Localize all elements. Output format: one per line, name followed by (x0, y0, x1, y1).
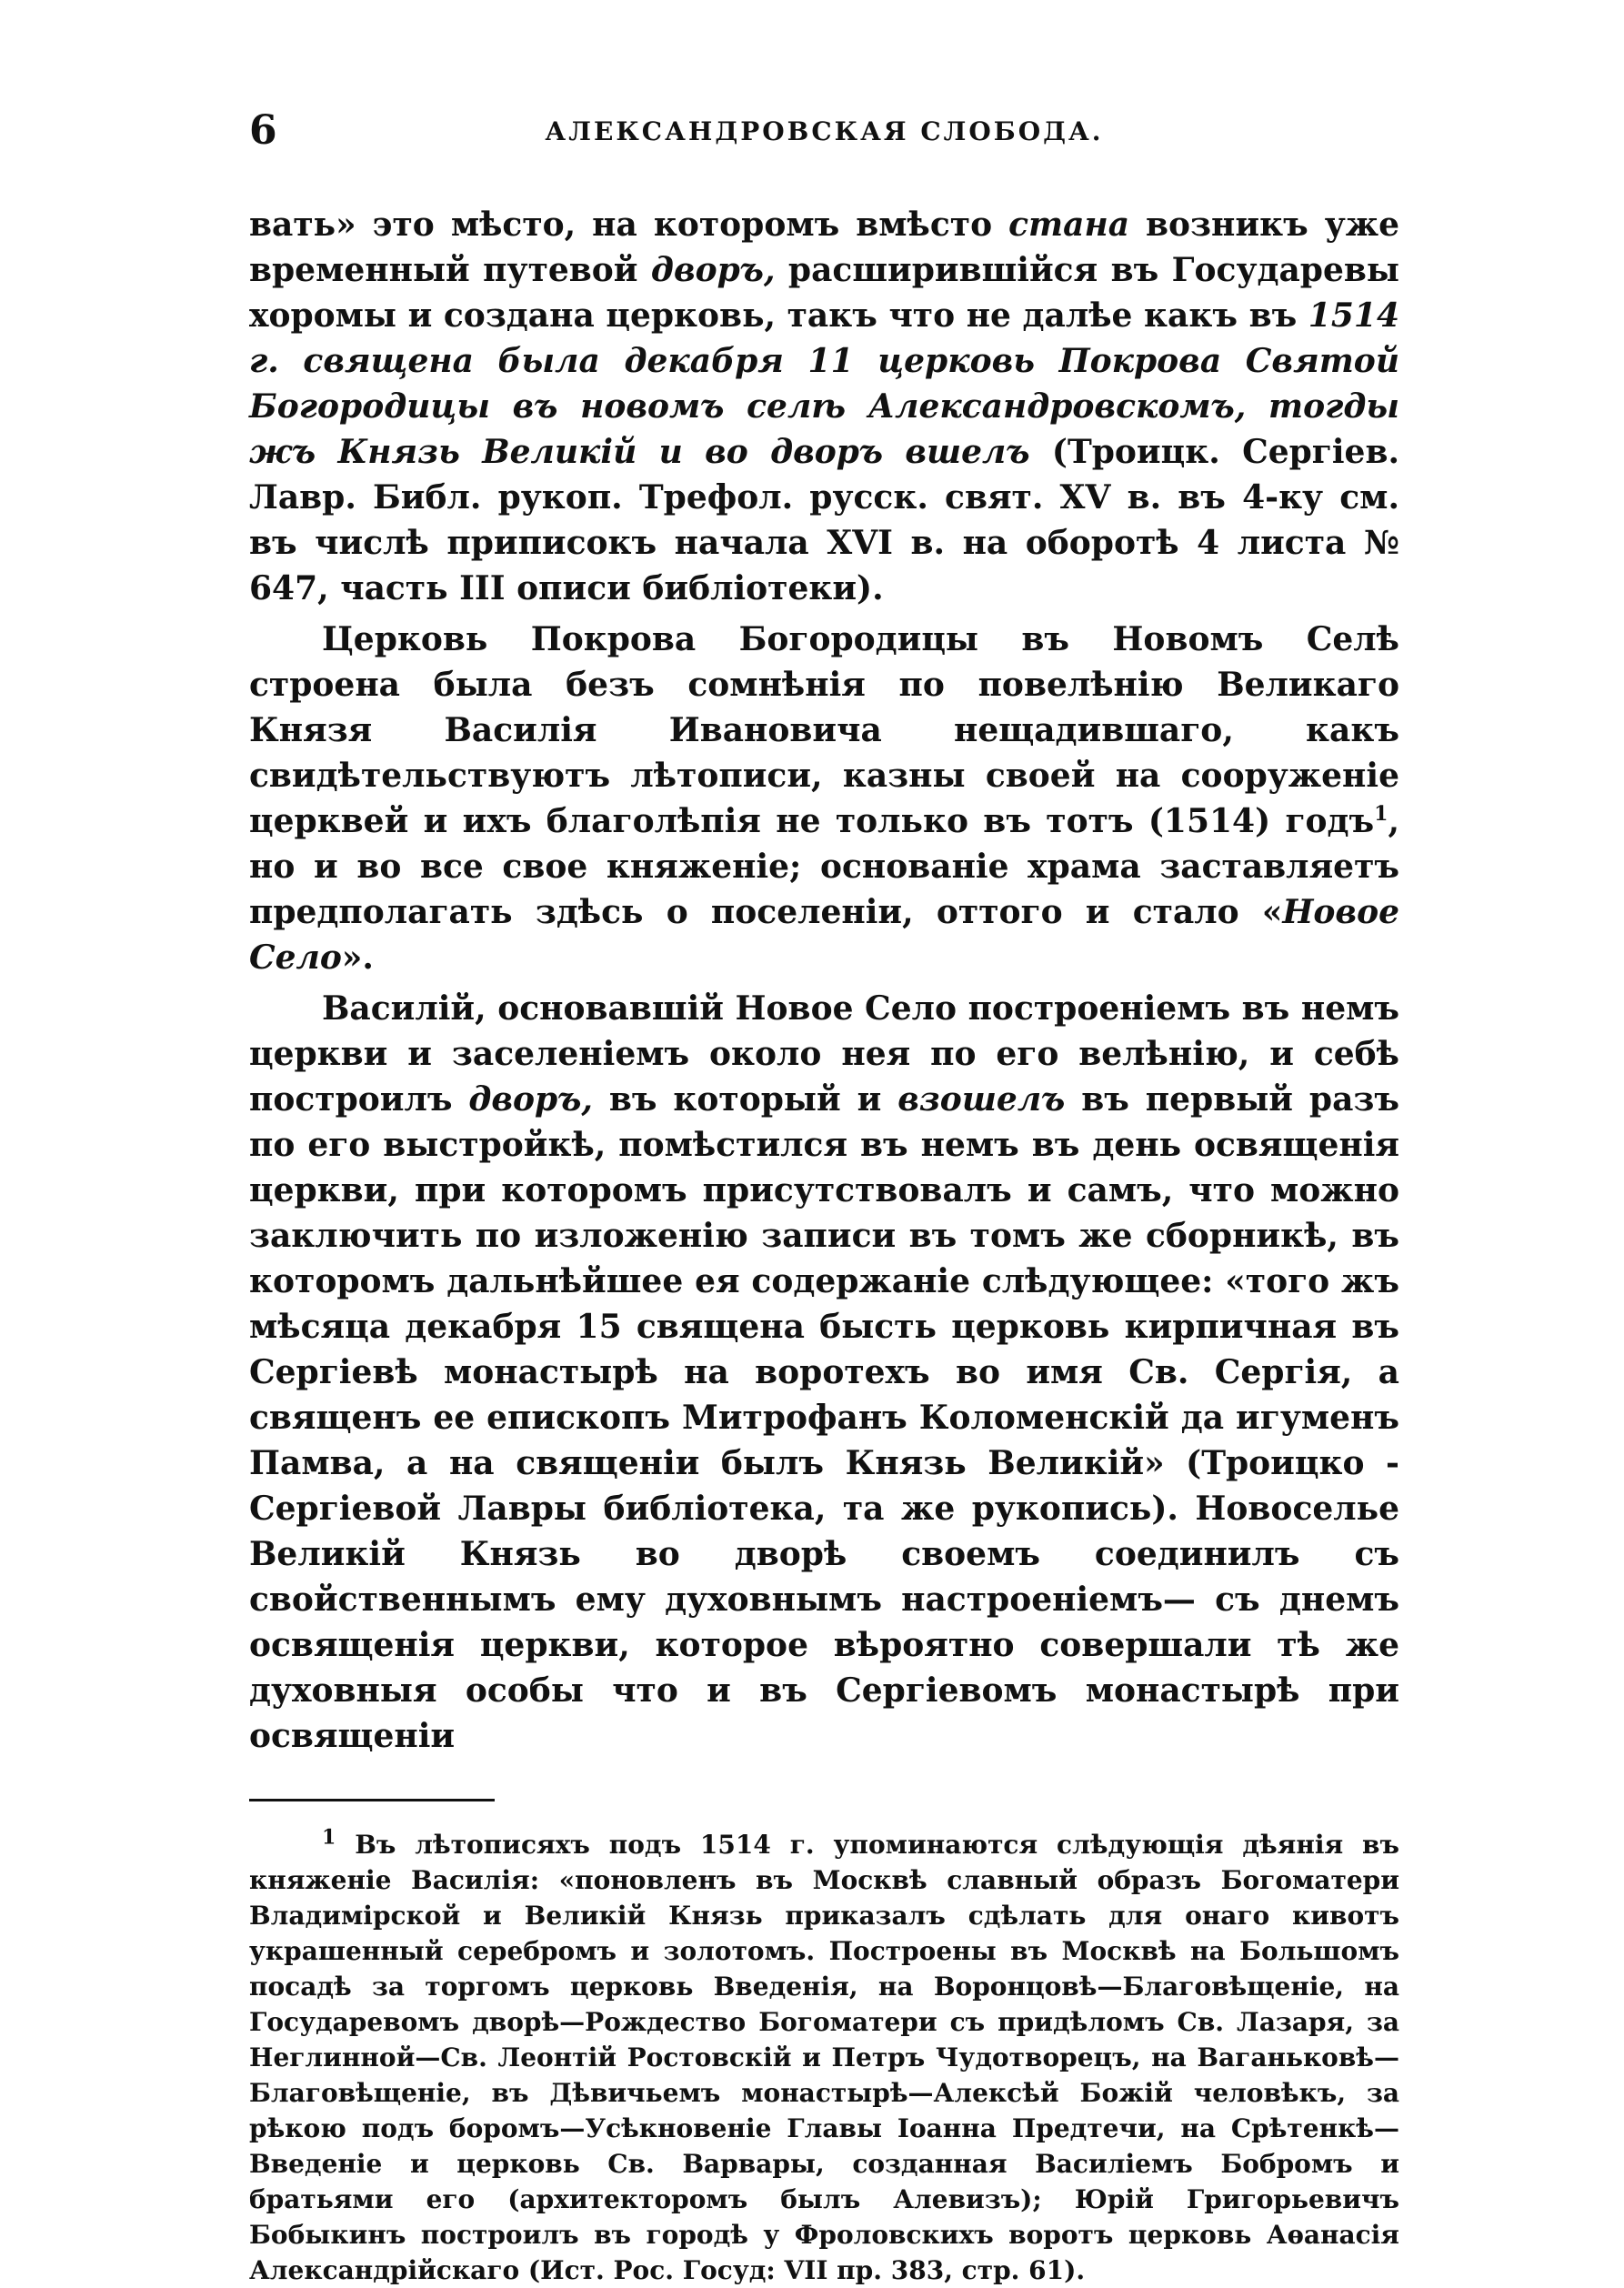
text-run: , но и во все свое княженіе; основаніе храма заставляетъ предполагать здѣсь о поселеніи, оттого и стало « (249, 802, 1399, 931)
italic-run: взошелъ (897, 1080, 1066, 1119)
footnote-text: Въ лѣтописяхъ подъ 1514 г. упоминаются слѣдующія дѣянія въ княженіе Василія: «поновленъ въ Москвѣ славный образъ Богоматери Владимірской и Великій Князь приказалъ сдѣлать для онаго кивотъ украшенный серебромъ и золотомъ. Построены въ Москвѣ на Большомъ посадѣ за торгомъ церковь Введенія, на Воронцовѣ—Благовѣщеніе, на Государевомъ дворѣ—Рождество Богоматери съ придѣломъ Св. Лазаря, за Неглинной—Св. Леонтій Ростовскій и Петръ Чудотворецъ, на Ваганьковѣ—Благовѣщеніе, въ Дѣвичьемъ монастырѣ—Алексѣй Божій человѣкъ, за рѣкою подъ боромъ—Усѣкновеніе Главы Іоанна Предтечи, на Срѣтенкѣ—Введеніе и церковь Св. Варвары, созданная Василіемъ Бобромъ и братьями его (архитекторомъ былъ Алевизъ); Юрій Григорьевичъ Бобыкинъ построилъ въ городѣ у Фроловскихъ воротъ церковь Аѳанасія Александрійскаго (Ист. Рос. Госуд: VII пр. 383, стр. 61). (249, 1830, 1399, 2285)
italic-run: дворъ, (650, 251, 776, 289)
italic-run: дворъ, (468, 1080, 593, 1119)
text-run: ». (341, 938, 374, 977)
text-run: въ который и (592, 1080, 898, 1119)
running-head (249, 107, 1399, 162)
text-run: въ первый разъ по его выстройкѣ, помѣстился въ немъ въ день освященія церкви, при которомъ присутствовалъ и самъ, что можно заключить по изложенію записи въ томъ же сборникѣ, въ которомъ дальнѣйшее ея содержаніе слѣдующее: «того жъ мѣсяца декабря 15 священа бысть церковь кирпичная въ Сергіевѣ монастырѣ на воротехъ во имя Св. Сергія, а священъ ее епископъ Митрофанъ Коломенскій да игуменъ Памва, а на священіи былъ Князь Великій» (Троицко - Сергіевой Лавры библіотека, та же рукопись). Новоселье Великій Князь во дворѣ своемъ соединилъ съ свойственнымъ ему духовнымъ настроеніемъ— съ днемъ освященія церкви, которое вѣроятно совершали тѣ же духовныя особы что и въ Сергіевомъ монастырѣ при освященіи (249, 1080, 1399, 1755)
italic-run: Новое Село (249, 893, 1399, 977)
italic-run: 1514 г. священа была декабря 11 церковь Покрова Святой Богородицы въ новомъ селѣ Александровскомъ, тогды жъ Князь Великій и во дворъ вшелъ (249, 296, 1399, 471)
body-text (249, 202, 1399, 1759)
text-run: (Троицк. Сергіев. Лавр. Библ. рукоп. Трефол. русск. свят. XV в. въ 4-ку см. въ числѣ приписокъ начала XVI в. на оборотѣ 4 листа № 647, часть III описи библіотеки). (249, 433, 1399, 607)
running-title: АЛЕКСАНДРОВСКАЯ СЛОБОДА. (545, 116, 1104, 146)
text-run: расширившійся въ Государевы хоромы и создана церковь, такъ что не далѣе какъ въ (249, 251, 1399, 335)
text-run: вать» это мѣсто, на которомъ вмѣсто (249, 206, 1009, 244)
italic-run: стана (1008, 206, 1130, 244)
paragraph-2 (249, 617, 1399, 980)
footnote-divider (249, 1799, 495, 1801)
text-run: Василій, основавшій Новое Село построеніемъ въ немъ церкви и заселеніемъ около нея по его велѣнію, и себѣ построилъ (249, 989, 1399, 1119)
paragraph-3 (249, 986, 1399, 1759)
text-run: возникъ уже временный путевой (249, 206, 1399, 289)
page-number: 6 (249, 107, 277, 154)
footnote (249, 1827, 1399, 2288)
book-page (249, 107, 1399, 2288)
footnote-marker: 1 (322, 1825, 336, 1850)
text-run: Церковь Покрова Богородицы въ Новомъ Селѣ строена была безъ сомнѣнія по повелѣнію Великаго Князя Василія Ивановича нещадившаго, какъ свидѣтельствуютъ лѣтописи, казны своей на сооруженіе церквей и ихъ благолѣпія не только въ тотъ (1514) годъ (249, 620, 1399, 840)
paragraph-1 (249, 202, 1399, 611)
footnote-reference[interactable]: 1 (1374, 802, 1388, 826)
